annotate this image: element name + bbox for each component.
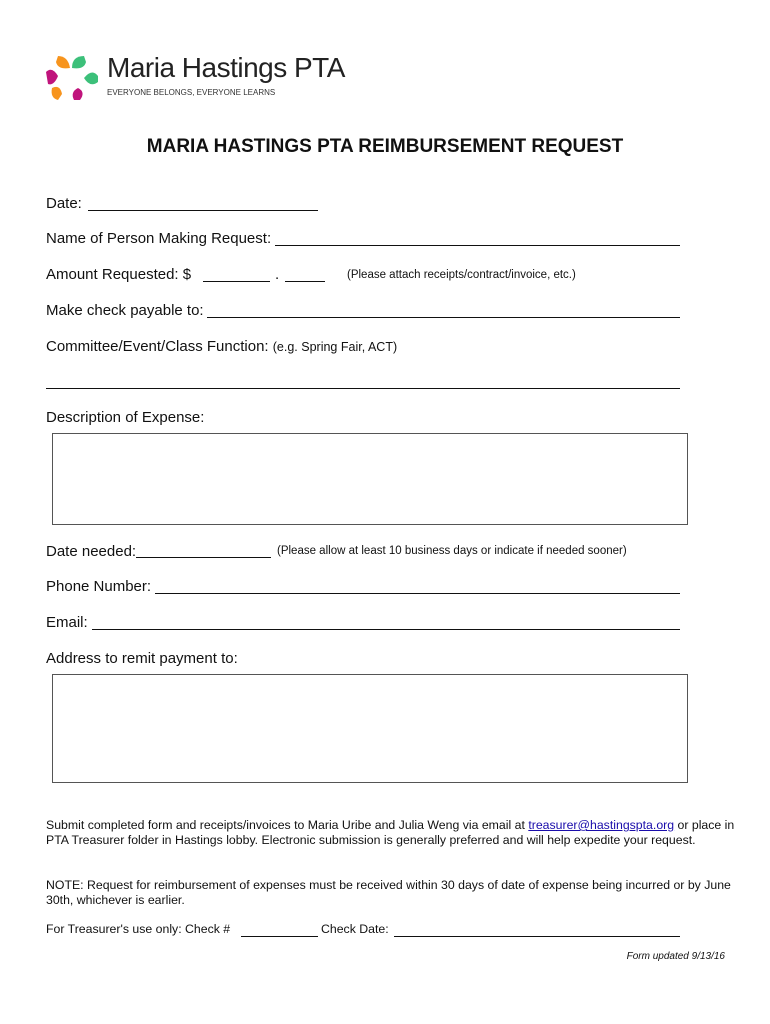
committee-example: (e.g. Spring Fair, ACT) bbox=[272, 340, 398, 354]
committee-label bbox=[46, 338, 397, 355]
submit-text: Submit completed form and receipts/invoices to Maria Uribe and Julia Weng via email at bbox=[46, 818, 529, 832]
form-updated-date: Form updated 9/13/16 bbox=[626, 951, 725, 962]
date-needed-label: Date needed: bbox=[46, 543, 137, 560]
submit-instructions bbox=[46, 818, 736, 848]
date-label: Date: bbox=[46, 195, 82, 212]
logo-name: Maria Hastings PTA bbox=[107, 52, 345, 83]
logo-tagline: EVERYONE BELONGS, EVERYONE LEARNS bbox=[107, 88, 276, 97]
description-field[interactable] bbox=[52, 433, 688, 525]
date-field[interactable] bbox=[88, 210, 318, 211]
payable-label: Make check payable to: bbox=[46, 302, 204, 319]
deadline-note: NOTE: Request for reimbursement of expenses must be received within 30 days of date of expense being incurred or by June 30th, whichever is earlier. bbox=[46, 878, 731, 907]
form-title: MARIA HASTINGS PTA REIMBURSEMENT REQUEST bbox=[146, 136, 624, 157]
amount-separator: . bbox=[275, 266, 280, 283]
email-field[interactable] bbox=[92, 629, 680, 630]
phone-label: Phone Number: bbox=[46, 578, 152, 595]
check-date-field[interactable] bbox=[394, 936, 680, 937]
name-label: Name of Person Making Request: bbox=[46, 230, 272, 247]
amount-cents-field[interactable] bbox=[285, 281, 325, 282]
payable-field[interactable] bbox=[207, 317, 680, 318]
phone-field[interactable] bbox=[155, 593, 680, 594]
logo-flower-icon bbox=[44, 52, 100, 104]
address-field[interactable] bbox=[52, 674, 688, 783]
committee-label-text: Committee/Event/Class Function: bbox=[46, 338, 269, 355]
amount-note: (Please attach receipts/contract/invoice, etc.) bbox=[347, 269, 576, 281]
description-label: Description of Expense: bbox=[46, 409, 205, 426]
treasurer-check-label: For Treasurer's use only: Check # bbox=[46, 922, 231, 936]
date-needed-field[interactable] bbox=[136, 557, 271, 558]
check-date-label: Check Date: bbox=[321, 922, 389, 936]
treasurer-email-link[interactable]: treasurer@hastingspta.org bbox=[528, 818, 675, 832]
date-needed-note: (Please allow at least 10 business days or indicate if needed sooner) bbox=[277, 545, 627, 557]
amount-dollars-field[interactable] bbox=[203, 281, 270, 282]
name-field[interactable] bbox=[275, 245, 680, 246]
address-label: Address to remit payment to: bbox=[46, 650, 238, 667]
amount-label: Amount Requested: $ bbox=[46, 266, 192, 283]
check-number-field[interactable] bbox=[241, 936, 318, 937]
email-label: Email: bbox=[46, 614, 88, 631]
committee-field[interactable] bbox=[46, 388, 680, 389]
submit-text-after: or place in PTA Treasurer folder in Hastings lobby. Electronic submission is generally preferred and will help expedite your request. bbox=[46, 818, 735, 847]
